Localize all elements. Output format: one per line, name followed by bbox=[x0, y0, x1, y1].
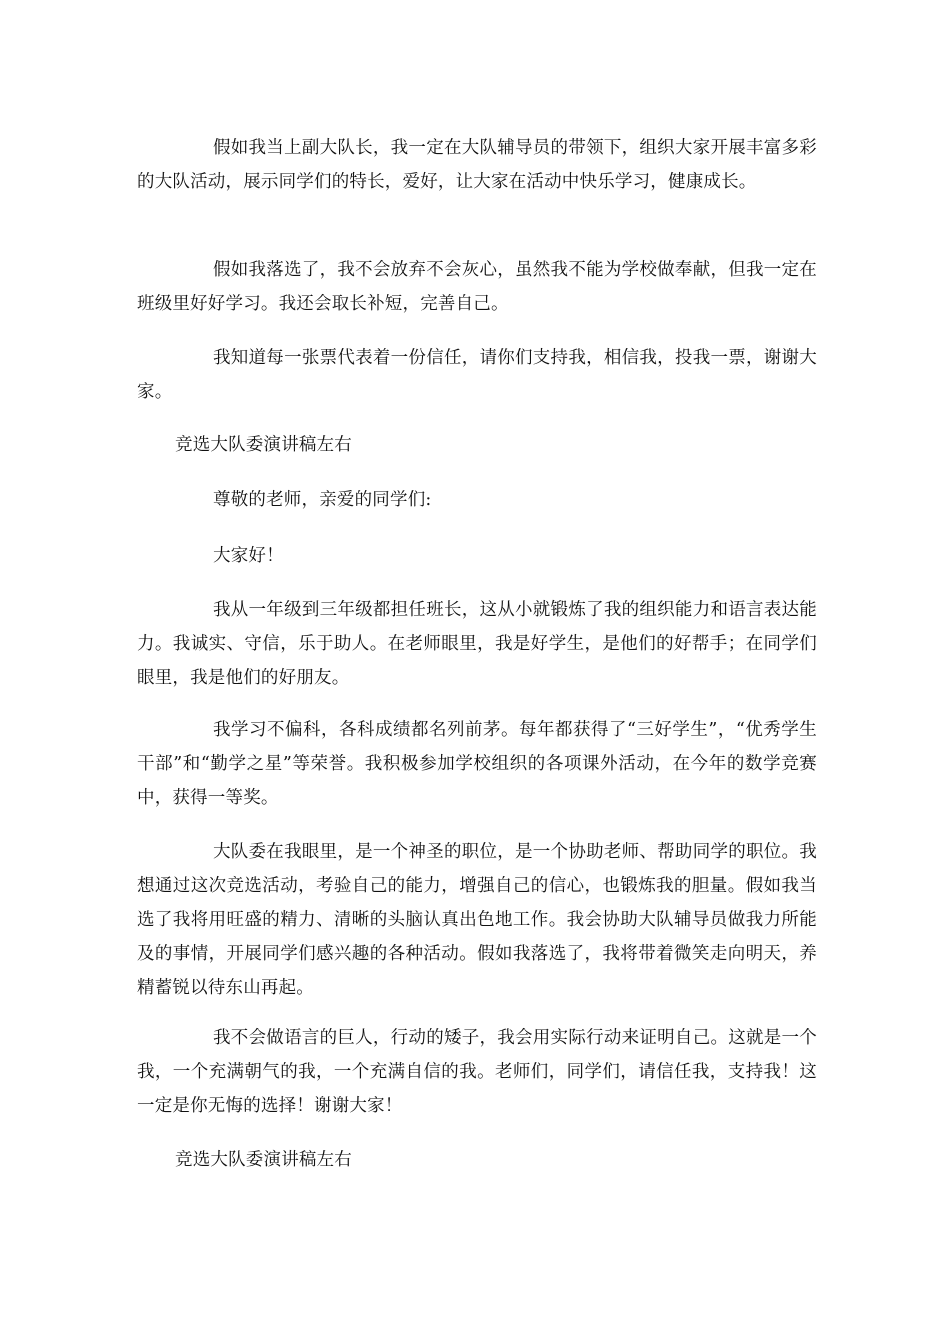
greeting-salutation: 尊敬的老师，亲爱的同学们: bbox=[213, 490, 432, 510]
paragraph-2: 假如我落选了，我不会放弃不会灰心，虽然我不能为学校做奉献，但我一定在班级里好好学习。我还会取长补短，完善自己。 bbox=[137, 260, 817, 314]
section-heading-1: 竞选大队委演讲稿左右 bbox=[175, 435, 352, 455]
paragraph-5: 我学习不偏科，各科成绩都名列前茅。每年都获得了“三好学生”，“优秀学生干部”和“勤学之星”等荣誉。我积极参加学校组织的各项课外活动，在今年的数学竞赛中，获得一等奖。 bbox=[137, 720, 817, 808]
paragraph-6: 大队委在我眼里，是一个神圣的职位，是一个协助老师、帮助同学的职位。我想通过这次竞选活动，考验自己的能力，增强自己的信心，也锻炼我的胆量。假如我当选了我将用旺盛的精力、清晰的头脑认真出色地工作。我会协助大队辅导员做我力所能及的事情，开展同学们感兴趣的各种活动。假如我落选了，我将带着微笑走向明天，养精蓄锐以待东山再起。 bbox=[137, 842, 817, 998]
greeting-hello: 大家好！ bbox=[213, 546, 284, 566]
paragraph-7: 我不会做语言的巨人，行动的矮子，我会用实际行动来证明自己。这就是一个我，一个充满朝气的我，一个充满自信的我。老师们，同学们，请信任我，支持我！这一定是你无悔的选择！谢谢大家！ bbox=[137, 1028, 817, 1116]
paragraph-3: 我知道每一张票代表着一份信任，请你们支持我，相信我，投我一票，谢谢大家。 bbox=[137, 348, 817, 402]
section-heading-2: 竞选大队委演讲稿左右 bbox=[175, 1150, 352, 1170]
paragraph-1: 假如我当上副大队长，我一定在大队辅导员的带领下，组织大家开展丰富多彩的大队活动，展示同学们的特长，爱好，让大家在活动中快乐学习，健康成长。 bbox=[137, 138, 817, 192]
paragraph-4: 我从一年级到三年级都担任班长，这从小就锻炼了我的组织能力和语言表达能力。我诚实、守信，乐于助人。在老师眼里，我是好学生，是他们的好帮手；在同学们眼里，我是他们的好朋友。 bbox=[137, 600, 817, 688]
